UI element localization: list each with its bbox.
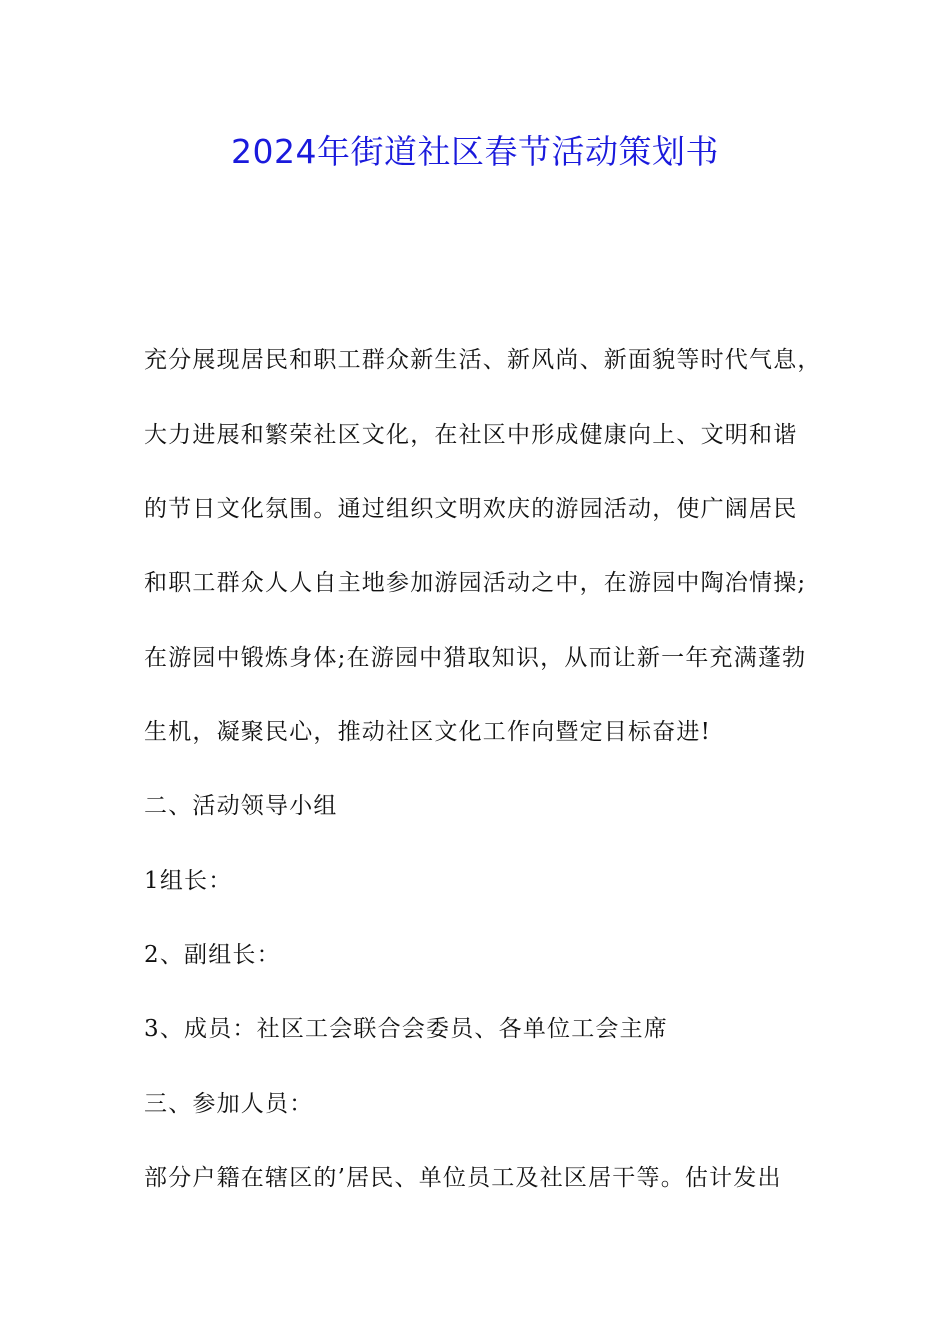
list-item-deputy-leader: 2、副组长： (144, 942, 281, 968)
paragraph-line-2: 大力进展和繁荣社区文化，在社区中形成健康向上、文明和谐 (144, 422, 798, 448)
list-item-members: 3、成员：社区工会联合会委员、各单位工会主席 (144, 1016, 669, 1042)
list-item-leader: 1组长： (144, 868, 233, 894)
section-heading-participants: 三、参加人员： (144, 1091, 314, 1117)
paragraph-line-5: 在游园中锻炼身体;在游园中猎取知识，从而让新一年充满蓬勃 (144, 645, 807, 671)
paragraph-line-4: 和职工群众人人自主地参加游园活动之中，在游园中陶冶情操; (144, 570, 807, 596)
document-title: 2024年街道社区春节活动策划书 (231, 132, 719, 171)
paragraph-line-6: 生机，凝聚民心，推动社区文化工作向暨定目标奋进! (144, 719, 712, 745)
section-heading-leadership: 二、活动领导小组 (144, 793, 338, 819)
paragraph-line-3: 的节日文化氛围。通过组织文明欢庆的游园活动，使广阔居民 (144, 496, 798, 522)
paragraph-line-1: 充分展现居民和职工群众新生活、新风尚、新面貌等时代气息， (144, 347, 822, 373)
paragraph-line-participants: 部分户籍在辖区的’居民、单位员工及社区居干等。估计发出 (144, 1165, 782, 1191)
